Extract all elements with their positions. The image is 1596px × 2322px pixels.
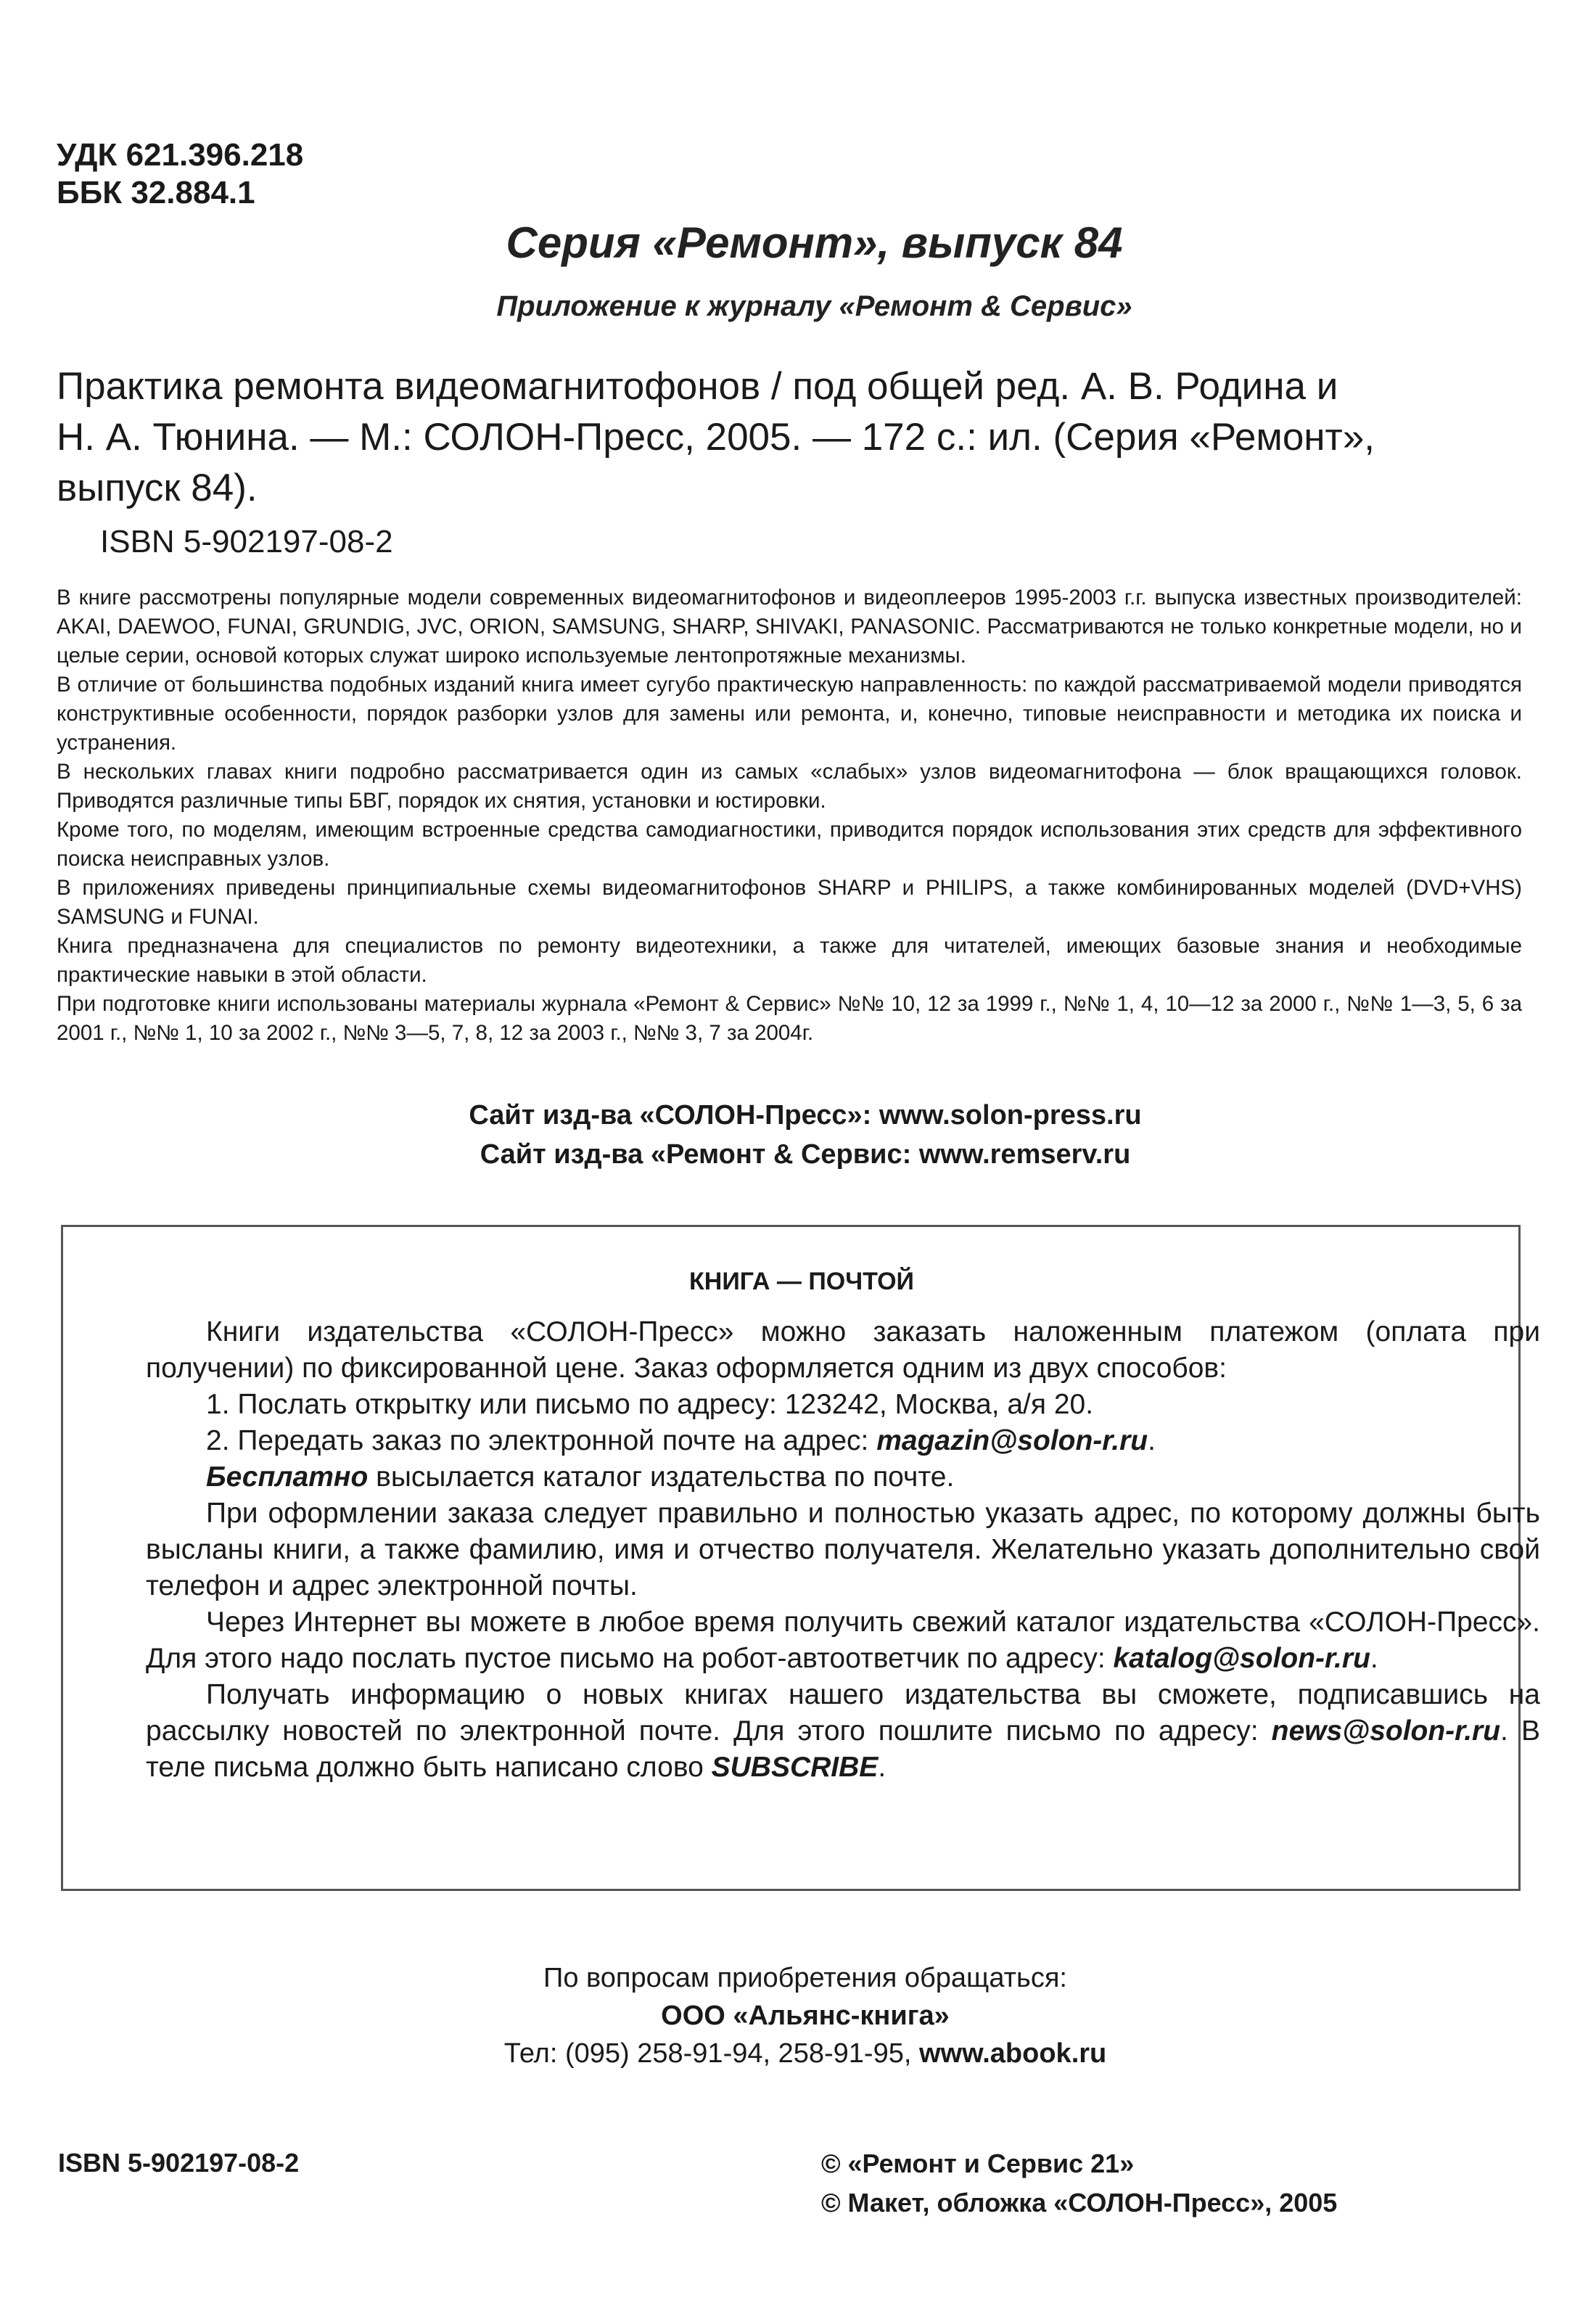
email-katalog: katalog@solon-r.ru bbox=[1113, 1643, 1370, 1674]
subscribe-word: SUBSCRIBE bbox=[711, 1752, 879, 1783]
mail-order-body bbox=[146, 1314, 1540, 1786]
email-magazin: magazin@solon-r.ru bbox=[876, 1425, 1148, 1456]
biblio-line: Н. А. Тюнина. — М.: СОЛОН-Пресс, 2005. — 172 с.: ил. (Серия «Ремонт», bbox=[57, 416, 1375, 459]
catalog-text: Через Интернет вы можете в любое время получить свежий каталог издательства «СОЛОН-Пресс». Для этого надо послать пустое письмо на робот-автоответчик по адресу: bbox=[146, 1607, 1540, 1674]
step-text: 2. Передать заказ по электронной почте на адрес: bbox=[206, 1425, 877, 1456]
isbn-bottom: ISBN 5-902197-08-2 bbox=[58, 2148, 300, 2178]
contact-phone bbox=[15, 2035, 1596, 2072]
abstract bbox=[57, 583, 1522, 1048]
step-end: . bbox=[1148, 1425, 1156, 1456]
contact-intro: По вопросам приобретения обращаться: bbox=[543, 1963, 1067, 1993]
free-text: высылается каталог издательства по почте. bbox=[368, 1461, 955, 1493]
publisher-sites bbox=[0, 1096, 1596, 1174]
mail-order-paragraph bbox=[146, 1677, 1540, 1786]
udk-code: УДК 621.396.218 bbox=[57, 137, 304, 173]
mail-order-paragraph bbox=[146, 1604, 1540, 1677]
copyright-line: © «Ремонт и Сервис 21» bbox=[821, 2149, 1135, 2178]
catalog-end: . bbox=[1370, 1643, 1378, 1674]
bbk-code: ББК 32.884.1 bbox=[57, 175, 255, 210]
copyright-block bbox=[821, 2144, 1337, 2223]
abstract-paragraph: В книге рассмотрены популярные модели современных видеомагнитофонов и видеоплееров 1995-2003 г.г. выпуска известных производителей: AKAI, DAEWOO, FUNAI, GRUNDIG, JVC, ORION, SAMSUNG, SHARP, SHIVAKI, PANASONIC. Рассматриваются не только конкретные модели, но и целые серии, основой которых служат широко используемые лентопротяжные механизмы. bbox=[57, 586, 1522, 668]
mail-order-free-catalog bbox=[146, 1459, 1540, 1496]
isbn-top: ISBN 5-902197-08-2 bbox=[100, 524, 393, 559]
contact-company: ООО «Альянс-книга» bbox=[661, 2001, 950, 2031]
abstract-paragraph: Кроме того, по моделям, имеющим встроенные средства самодиагностики, приводится порядок использования этих средств для эффективного поиска неисправных узлов. bbox=[57, 818, 1522, 871]
biblio-line: Практика ремонта видеомагнитофонов / под общей ред. А. В. Родина и bbox=[57, 365, 1338, 408]
phone-text: Тел: (095) 258-91-94, 258-91-95, bbox=[503, 2038, 919, 2069]
contact-website: www.abook.ru bbox=[918, 2038, 1107, 2069]
abstract-paragraph: В нескольких главах книги подробно рассматривается один из самых «слабых» узлов видеомагнитофона — блок вращающихся головок. Приводятся различные типы БВГ, порядок их снятия, установки и юстировки. bbox=[57, 760, 1522, 813]
news-mid: . В теле письма должно быть написано слово bbox=[146, 1715, 1540, 1783]
purchase-contact bbox=[0, 1959, 1596, 2072]
abstract-paragraph: В отличие от большинства подобных изданий книга имеет сугубо практическую направленность: по каждой рассматриваемой модели приводятся конструктивные особенности, порядок разборки узлов для замены или ремонта, и, конечно, типовые неисправности и методика их поиска и устранения. bbox=[57, 673, 1522, 755]
abstract-paragraph: Книга предназначена для специалистов по ремонту видеотехники, а также для читателей, имеющих базовые знания и необходимые практические навыки в этой области. bbox=[57, 934, 1522, 987]
mail-order-title: КНИГА — ПОЧТОЙ bbox=[689, 1268, 914, 1295]
remserv-site: Сайт изд-ва «Ремонт & Сервис: www.remserv.ru bbox=[480, 1139, 1131, 1170]
mail-order-step: 1. Послать открытку или письмо по адресу: 123242, Москва, а/я 20. bbox=[206, 1389, 1094, 1420]
series-title: Серия «Ремонт», выпуск 84 bbox=[506, 218, 1123, 267]
mail-order-paragraph: Книги издательства «СОЛОН-Пресс» можно заказать наложенным платежом (оплата при получении) по фиксированной цене. Заказ оформляется одним из двух способов: bbox=[146, 1316, 1540, 1384]
bibliographic-record bbox=[57, 361, 1522, 514]
biblio-line: выпуск 84). bbox=[57, 467, 258, 509]
free-label: Бесплатно bbox=[206, 1461, 369, 1493]
mail-order-paragraph: При оформлении заказа следует правильно и полностью указать адрес, по которому должны быть высланы книги, а также фамилию, имя и отчество получателя. Желательно указать дополнительно свой телефон и адрес электронной почты. bbox=[146, 1498, 1540, 1601]
mail-order-box bbox=[61, 1225, 1540, 1891]
news-end: . bbox=[878, 1752, 887, 1783]
email-news: news@solon-r.ru bbox=[1271, 1715, 1501, 1747]
abstract-paragraph: В приложениях приведены принципиальные схемы видеомагнитофонов SHARP и PHILIPS, а также комбинированных моделей (DVD+VHS) SAMSUNG и FUNAI. bbox=[57, 876, 1522, 929]
abstract-paragraph: При подготовке книги использованы материалы журнала «Ремонт & Сервис» №№ 10, 12 за 1999 г., №№ 1, 4, 10—12 за 2000 г., №№ 1—3, 5, 6 за 2001 г., №№ 1, 10 за 2002 г., №№ 3—5, 7, 8, 12 за 2003 г., №№ 3, 7 за 2004г. bbox=[57, 992, 1522, 1045]
mail-order-step bbox=[146, 1423, 1540, 1459]
classification-codes bbox=[57, 136, 303, 212]
solon-site: Сайт изд-ва «СОЛОН-Пресс»: www.solon-press.ru bbox=[469, 1100, 1142, 1131]
news-text: Получать информацию о новых книгах нашего издательства вы сможете, подписавшись на рассылку новостей по электронной почте. Для этого пошлите письмо по адресу: bbox=[146, 1679, 1540, 1747]
copyright-line: © Макет, обложка «СОЛОН-Пресс», 2005 bbox=[821, 2188, 1338, 2218]
series-supplement: Приложение к журналу «Ремонт & Сервис» bbox=[496, 290, 1132, 322]
